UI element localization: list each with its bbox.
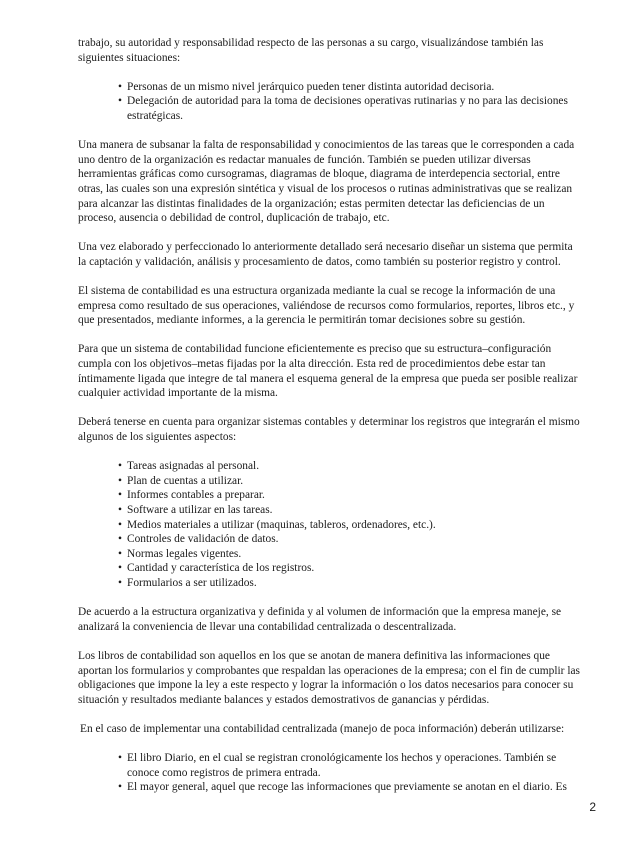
document-body <box>78 36 582 807</box>
list-item: • El libro Diario, en el cual se registran cronológicamente los hechos y operaciones. También se conoce como registros de primera entrada. <box>118 751 582 780</box>
list-item: • Normas legales vigentes. <box>118 547 582 562</box>
list-item: • Software a utilizar en las tareas. <box>118 503 582 518</box>
page-number: 2 <box>589 800 596 814</box>
paragraph-system-design: Una vez elaborado y perfeccionado lo anteriormente detallado será necesario diseñar un sistema que permita la captación y validación, análisis y procesamiento de datos, como también su posterior registro y control. <box>78 241 573 268</box>
books-list <box>78 751 582 795</box>
list-item: • Tareas asignadas al personal. <box>118 459 582 474</box>
list-item: • El mayor general, aquel que recoge las informaciones que previamente se anotan en el diario. Es <box>118 780 582 795</box>
paragraph-centralization: De acuerdo a la estructura organizativa y definida y al volumen de información que la empresa maneje, se analizará la conveniencia de llevar una contabilidad centralizada o descentralizada. <box>78 606 562 633</box>
situations-list <box>78 80 582 124</box>
paragraph-manuals: Una manera de subsanar la falta de responsabilidad y conocimientos de las tareas que le corresponden a cada uno dentro de la organización es redactar manuales de función. También se pueden utilizar diversas herramientas gráficas como cursogramas, diagramas de bloque, diagrama de interdepencia sectorial, entre otras, las cuales son una expresión sintética y visual de los procesos o rutinas administrativas que se realizan para alcanzar las distintas finalidades de la organización; estas permiten detectar las deficiencias de un proceso, ausencia o debilidad de control, duplicación de trabajo, etc. <box>78 139 575 225</box>
paragraph-books: Los libros de contabilidad son aquellos en los que se anotan de manera definitiva las informaciones que aportan los formularios y comprobantes que respaldan las operaciones de la empresa; con el fin de cumplir las obligaciones que impone la ley a este respecto y lograr la información o los datos necesarios para conocer su situación y resultados mediante balances y estados demostrativos de ganancias y pérdidas. <box>78 649 580 706</box>
list-item: • Controles de validación de datos. <box>118 532 582 547</box>
paragraph-efficiency: Para que un sistema de contabilidad funcione eficientemente es preciso que su estructura–configuración cumpla con los objetivos–metas fijadas por la alta dirección. Esta red de procedimientos debe estar tan íntimamente ligada que integre de tal manera el esquema general de la empresa que pueda ser posible realizar cualquier actividad importante de la misma. <box>78 343 578 400</box>
list-item: • Delegación de autoridad para la toma de decisiones operativas rutinarias y no para las decisiones estratégicas. <box>118 94 582 123</box>
list-item: • Personas de un mismo nivel jerárquico pueden tener distinta autoridad decisoria. <box>118 80 582 95</box>
list-item: • Cantidad y característica de los registros. <box>118 561 582 576</box>
list-item: • Formularios a ser utilizados. <box>118 576 582 591</box>
paragraph-centralized-intro: En el caso de implementar una contabilidad centralizada (manejo de poca información) deberán utilizarse: <box>80 722 565 735</box>
list-item: • Informes contables a preparar. <box>118 488 582 503</box>
list-item: • Plan de cuentas a utilizar. <box>118 474 582 489</box>
aspects-list <box>78 459 582 590</box>
paragraph-accounting-system: El sistema de contabilidad es una estructura organizada mediante la cual se recoge la información de una empresa como resultado de sus operaciones, valiéndose de recursos como formularios, reportes, libros etc., y que presentados, mediante informes, a la gerencia le permitirán tomar decisiones sobre su gestión. <box>78 285 575 327</box>
list-item: • Medios materiales a utilizar (maquinas, tableros, ordenadores, etc.). <box>118 518 582 533</box>
opening-paragraph: trabajo, su autoridad y responsabilidad respecto de las personas a su cargo, visualizándose también las siguientes situaciones: <box>78 37 544 64</box>
paragraph-aspects-intro: Deberá tenerse en cuenta para organizar sistemas contables y determinar los registros que integrarán el mismo algunos de los siguientes aspectos: <box>78 416 580 444</box>
